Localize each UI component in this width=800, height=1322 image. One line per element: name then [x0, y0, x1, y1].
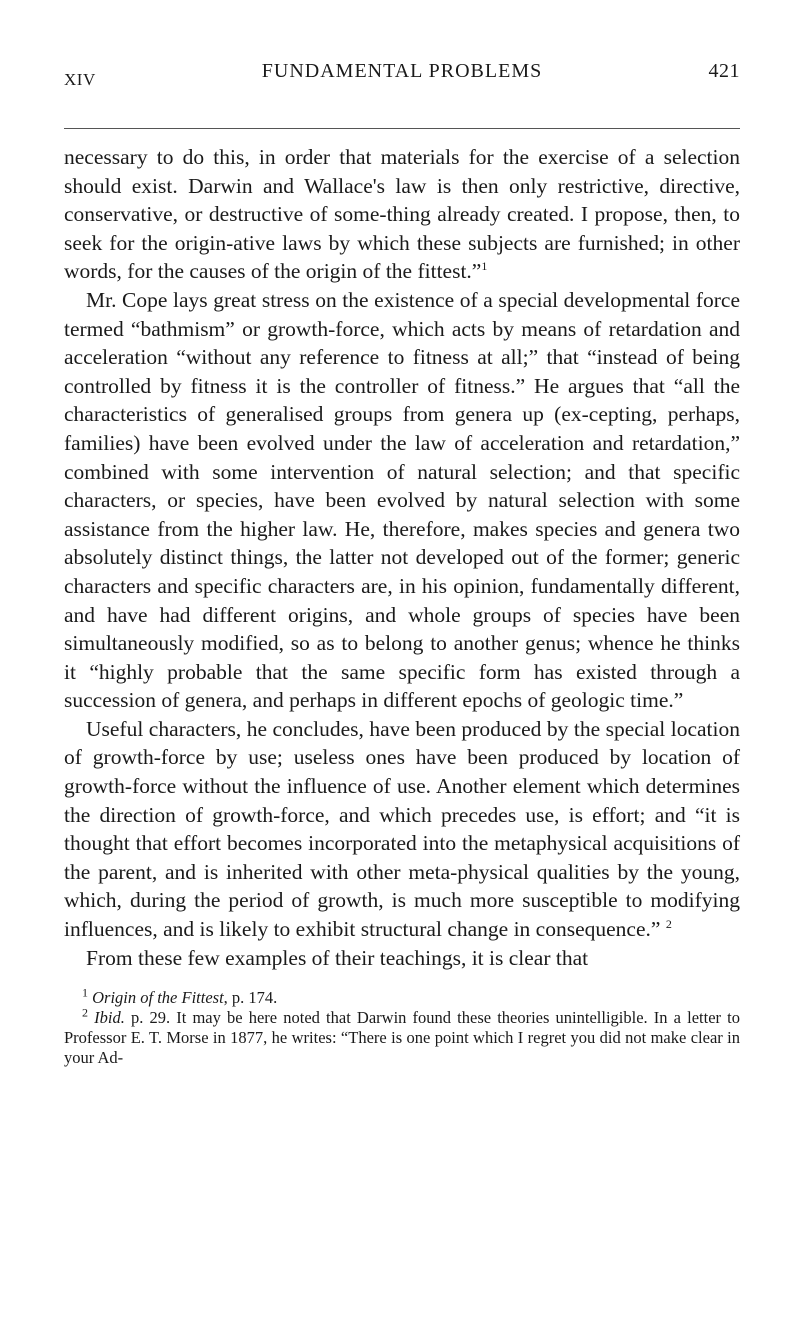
footnote-2-ibid: Ibid. — [94, 1008, 125, 1028]
page — [64, 60, 740, 1068]
header-rule — [64, 128, 740, 129]
footnote-1 — [64, 985, 740, 1008]
footnote-1-mark: 1 — [82, 985, 88, 1000]
footnote-1-title: Origin of the Fittest — [92, 988, 224, 1008]
running-head — [64, 60, 740, 100]
running-title: FUNDAMENTAL PROBLEMS — [261, 60, 543, 82]
page-number: 421 — [708, 60, 740, 82]
footnote-ref-1: 1 — [481, 259, 488, 274]
paragraph-1 — [64, 143, 740, 286]
footnote-2-rest: p. 29. It may be here noted that Darwin found these theories unintelligible. In a letter to Professor E. T. Morse in 1877, he writes: “There is one point which I regret you did not make clear in your Ad- — [64, 1008, 741, 1068]
paragraph-4: From these few examples of their teachings, it is clear that — [86, 945, 589, 970]
paragraph-2: Mr. Cope lays great stress on the existence of a special developmental force termed “bathmism” or growth-force, which acts by means of retardation and acceleration “without any reference to fitness at all;” that “instead of being controlled by fitness it is the controller of fitness.” He argues that “all the characteristics of generalised groups from genera up (ex-cepting, perhaps, families) have been evolved under the law of acceleration and retardation,” combined with some intervention of natural selection; and that specific characters, or species, have been evolved by natural selection with some assistance from the higher law. He, therefore, makes species and genera two absolutely distinct things, the latter not developed out of the former; generic characters and specific characters are, in his opinion, fundamentally different, and have had different origins, and whole groups of species have been simultaneously modified, so as to belong to another genus; whence he thinks it “highly probable that the same specific form has existed through a succession of genera, and perhaps in different epochs of geologic time.” — [64, 287, 740, 713]
paragraph-3 — [64, 715, 740, 944]
footnote-1-rest: , p. 174. — [223, 988, 278, 1008]
footnotes — [64, 985, 741, 1068]
footnote-2 — [64, 1005, 741, 1068]
footnote-2-mark: 2 — [82, 1005, 88, 1020]
body-text — [64, 143, 740, 972]
paragraph-1-text: necessary to do this, in order that materials for the exercise of a selection should exist. Darwin and Wallace's law is then only restrictive, directive, conservative, or destructive of some-thing already created. I propose, then, to seek for the origin-ative laws by which these subjects are furnished; in other words, for the causes of the origin of the fittest.” — [64, 145, 740, 284]
footnote-ref-2: 2 — [665, 916, 672, 931]
chapter-number: XIV — [64, 70, 96, 89]
paragraph-3-text: Useful characters, he concludes, have been produced by the special location of growth-force by use; useless ones have been produced by location of growth-force without the influence of use. Another element which determines the direction of growth-force, and which precedes use, is effort; and “it is thought that effort becomes incorporated into the metaphysical acquisitions of the parent, and is inherited with other meta-physical qualities by the young, which, during the period of growth, is much more susceptible to modifying influences, and is likely to exhibit structural change in consequence.” — [64, 716, 740, 942]
